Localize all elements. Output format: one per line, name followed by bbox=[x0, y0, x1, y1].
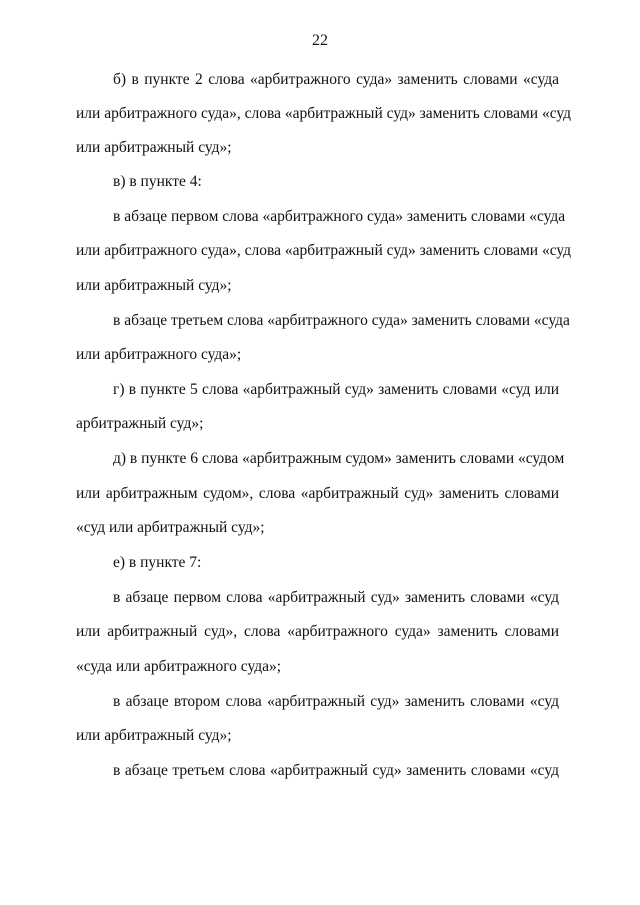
text-line: или арбитражного суда»; bbox=[76, 346, 242, 363]
text-line: в абзаце первом слова «арбитражный суд» заменить словами «суд bbox=[113, 589, 559, 606]
text-line: в абзаце третьем слова «арбитражный суд» заменить словами «суд bbox=[113, 762, 559, 779]
text-line: г) в пункте 5 слова «арбитражный суд» заменить словами «суд или bbox=[113, 381, 559, 398]
text-line: или арбитражный суд»; bbox=[76, 277, 232, 294]
text-line: д) в пункте 6 слова «арбитражным судом» заменить словами «судом bbox=[113, 450, 565, 467]
text-line: в абзаце втором слова «арбитражный суд» заменить словами «суд bbox=[113, 693, 559, 710]
text-line: е) в пункте 7: bbox=[113, 554, 202, 571]
text-line: или арбитражный суд», слова «арбитражного суда» заменить словами bbox=[76, 623, 559, 640]
text-line: «суда или арбитражного суда»; bbox=[76, 658, 282, 675]
text-line: или арбитражный суд»; bbox=[76, 139, 232, 156]
text-line: или арбитражным судом», слова «арбитражный суд» заменить словами bbox=[76, 485, 559, 502]
text-line: или арбитражного суда», слова «арбитражный суд» заменить словами «суд bbox=[76, 242, 572, 259]
text-line: арбитражный суд»; bbox=[76, 415, 204, 432]
text-line: в) в пункте 4: bbox=[113, 173, 202, 190]
text-line: б) в пункте 2 слова «арбитражного суда» заменить словами «суда bbox=[113, 71, 559, 88]
text-line: в абзаце третьем слова «арбитражного суда» заменить словами «суда bbox=[113, 312, 570, 329]
text-line: или арбитражного суда», слова «арбитражный суд» заменить словами «суд bbox=[76, 105, 572, 122]
text-line: в абзаце первом слова «арбитражного суда» заменить словами «суда bbox=[113, 208, 566, 225]
text-line: или арбитражный суд»; bbox=[76, 727, 232, 744]
text-line: «суд или арбитражный суд»; bbox=[76, 519, 265, 536]
page-number: 22 bbox=[312, 32, 328, 49]
